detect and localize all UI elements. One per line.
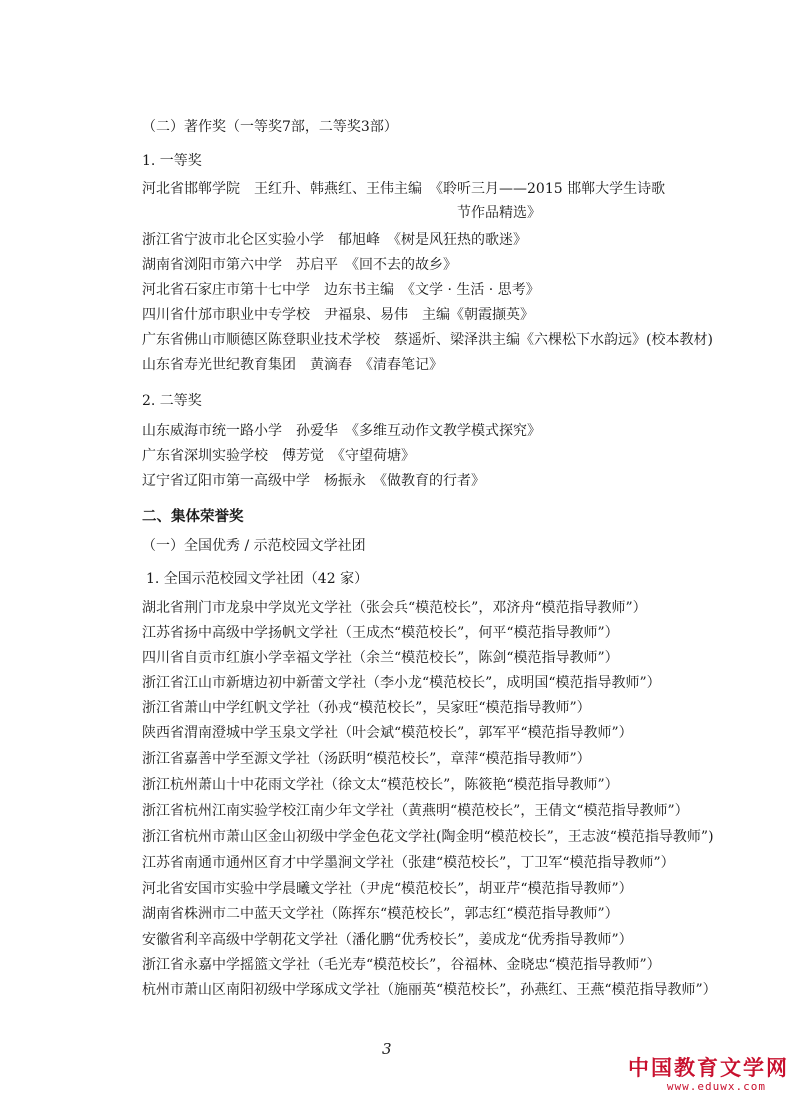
demo-society-entry: 湖北省荆门市龙泉中学岚光文学社（张会兵“模范校长”，邓济舟“模范指导教师”） [142,600,647,616]
first-prize-entry: 河北省邯郸学院 王红升、韩燕红、王伟主编 《聆听三月——2015 邯郸大学生诗歌 [142,181,666,197]
demo-society-entry: 浙江杭州萧山十中花雨文学社（徐文太“模范校长”，陈筱艳“模范指导教师”） [142,777,619,793]
demo-society-heading: 1. 全国示范校园文学社团（42 家） [146,571,369,587]
demo-society-entry: 湖南省株洲市二中蓝天文学社（陈挥东“模范校长”，郭志红“模范指导教师”） [142,906,619,922]
demo-society-entry: 四川省自贡市红旗小学幸福文学社（余兰“模范校长”，陈剑“模范指导教师”） [142,650,619,666]
first-prize-heading: 1. 一等奖 [142,153,202,169]
logo-text: 中国教育文学网 [628,1056,789,1080]
site-logo[interactable] [628,1056,789,1096]
demo-society-entry: 浙江省永嘉中学摇篮文学社（毛光寿“模范校长”，谷福林、金晓忠“模范指导教师”） [142,957,661,973]
demo-society-entry: 浙江省江山市新塘边初中新蕾文学社（李小龙“模范校长”，成明国“模范指导教师”） [142,675,661,691]
demo-society-entry: 浙江省嘉善中学至源文学社（汤跃明“模范校长”，章萍“模范指导教师”） [142,751,591,767]
logo-url: www.eduwx.com [666,1080,766,1093]
demo-society-entry: 浙江省萧山中学红帆文学社（孙戎“模范校长”，吴家旺“模范指导教师”） [142,700,591,716]
first-prize-entry: 山东省寿光世纪教育集团 黄滴春 《清春笔记》 [142,357,443,373]
demo-society-entry: 河北省安国市实验中学晨曦文学社（尹虎“模范校长”，胡亚芹“模范指导教师”） [142,881,633,897]
second-prize-entry: 山东威海市统一路小学 孙爱华 《多维互动作文教学模式探究》 [142,423,541,439]
works-award-heading: （二）著作奖（一等奖7部，二等奖3部） [142,119,398,135]
first-prize-entry: 广东省佛山市顺德区陈登职业技术学校 蔡遥炘、梁泽洪主编《六棵松下水韵远》(校本教材) [142,332,713,348]
demo-society-entry: 浙江省杭州江南实验学校江南少年文学社（黄燕明“模范校长”，王倩文“模范指导教师”） [142,803,689,819]
second-prize-entry: 广东省深圳实验学校 傅芳觉 《守望荷塘》 [142,448,415,464]
demo-society-entry: 杭州市萧山区南阳初级中学琢成文学社（施丽英“模范校长”，孙燕红、王燕“模范指导教师”） [142,982,717,998]
collective-honor-heading: 二、集体荣誉奖 [142,509,244,525]
demo-society-entry: 浙江省杭州市萧山区金山初级中学金色花文学社(陶金明“模范校长”，王志波“模范指导教师”) [142,829,714,845]
second-prize-entry: 辽宁省辽阳市第一高级中学 杨振永 《做教育的行者》 [142,473,485,489]
demo-society-entry: 江苏省扬中高级中学扬帆文学社（王成杰“模范校长”，何平“模范指导教师”） [142,625,619,641]
second-prize-heading: 2. 二等奖 [142,393,202,409]
first-prize-entry: 四川省什邡市职业中专学校 尹福泉、易伟 主编《朝霞撷英》 [142,307,534,323]
first-prize-entry: 浙江省宁波市北仑区实验小学 郁旭峰 《树是风狂热的歌迷》 [142,232,527,248]
first-prize-entry: 河北省石家庄市第十七中学 边东书主编 《文学 · 生活 · 思考》 [142,282,540,298]
first-prize-entry: 湖南省浏阳市第六中学 苏启平 《回不去的故乡》 [142,257,457,273]
demo-society-entry: 江苏省南通市通州区育才中学墨涧文学社（张建“模范校长”，丁卫军“模范指导教师”） [142,855,675,871]
first-prize-entry-continuation: 节作品精选》 [457,205,541,221]
demo-society-entry: 安徽省利辛高级中学朝花文学社（潘化鹏“优秀校长”，姜成龙“优秀指导教师”） [142,932,633,948]
page-number: 3 [382,1040,392,1058]
national-society-heading: （一）全国优秀 / 示范校园文学社团 [142,538,366,554]
demo-society-entry: 陕西省渭南澄城中学玉泉文学社（叶会斌“模范校长”，郭军平“模范指导教师”） [142,725,633,741]
